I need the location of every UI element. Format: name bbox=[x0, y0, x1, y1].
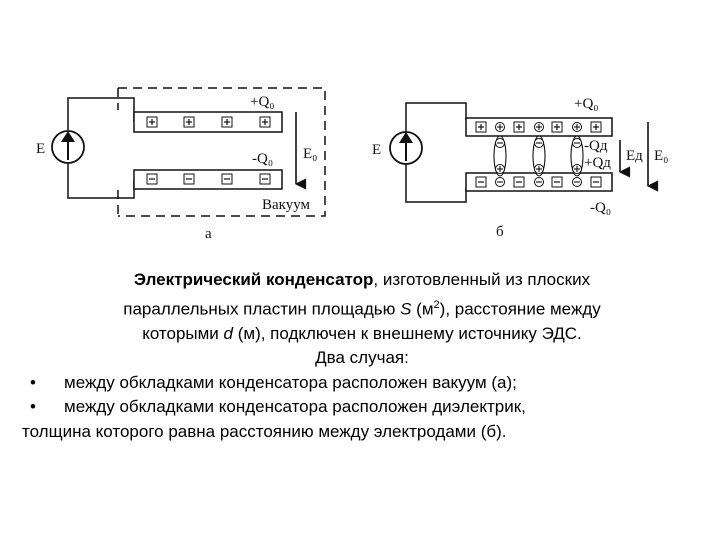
dielectric-bottom-label: +Qд bbox=[584, 155, 611, 171]
plus-charge-b-circled bbox=[573, 123, 582, 132]
field-label-d: Eд bbox=[626, 148, 643, 164]
description-line-1 bbox=[22, 268, 702, 293]
dipoles-b bbox=[494, 136, 583, 176]
bullet-mark-2: • bbox=[30, 397, 36, 417]
plus-charge-b bbox=[591, 122, 601, 132]
minus-charge-a bbox=[260, 174, 270, 184]
plus-charge-b bbox=[476, 122, 486, 132]
bullet-item-2 bbox=[22, 395, 702, 420]
dielectric-top-label: -Qд bbox=[584, 138, 608, 154]
minus-charge-a bbox=[147, 174, 157, 184]
minus-charge-b bbox=[591, 177, 601, 187]
title-term: Электрический конденсатор bbox=[133, 270, 374, 289]
plus-charge-a bbox=[260, 117, 270, 127]
variable-d: d bbox=[223, 323, 233, 343]
medium-label-a: Вакуум bbox=[262, 197, 311, 213]
plus-charge-a bbox=[147, 117, 157, 127]
figure-a bbox=[36, 88, 325, 242]
bottom-charge-label-b: -Q₀ bbox=[590, 200, 612, 216]
field-label-a: E₀ bbox=[303, 146, 318, 162]
minus-charge-b-circled bbox=[573, 178, 582, 187]
description-line-2 bbox=[22, 293, 702, 322]
unit-area: (м bbox=[411, 299, 434, 319]
plus-charge-b bbox=[552, 122, 562, 132]
bullet-mark-1: • bbox=[30, 372, 36, 392]
line2-end: ), расстояние между bbox=[439, 299, 601, 319]
plus-charge-b-circled bbox=[496, 123, 505, 132]
caption-b: б bbox=[496, 224, 504, 240]
description-line-4: Два случая: bbox=[315, 348, 409, 368]
dipole-plus bbox=[496, 165, 505, 174]
top-charge-label-b: +Q₀ bbox=[574, 96, 599, 112]
emf-source-a bbox=[52, 131, 84, 163]
dipole-minus bbox=[496, 139, 505, 148]
line1-rest: , изготовленный из плоских bbox=[373, 270, 591, 289]
variable-s: S bbox=[400, 299, 412, 319]
plus-charge-b bbox=[514, 122, 524, 132]
dipole-plus bbox=[573, 165, 582, 174]
minus-charge-b bbox=[552, 177, 562, 187]
figure-b bbox=[372, 96, 668, 240]
bullet-text-2: между обкладками конденсатора расположен диэлектрик, bbox=[64, 397, 526, 417]
minus-charge-b-circled bbox=[535, 178, 544, 187]
superscript-2: 2 bbox=[433, 298, 440, 311]
emf-source-b bbox=[390, 132, 422, 164]
description-line-last: толщина которого равна расстоянию между электродами (б). bbox=[22, 421, 507, 441]
top-charge-label-a: +Q₀ bbox=[250, 94, 275, 110]
plus-charge-a bbox=[184, 117, 194, 127]
plus-charge-b-circled bbox=[535, 123, 544, 132]
line3-end: (м), подключен к внешнему источнику ЭДС. bbox=[233, 323, 582, 343]
source-label-b: E bbox=[372, 142, 382, 158]
description-text bbox=[22, 268, 702, 444]
field-label-0: E₀ bbox=[654, 148, 669, 164]
plus-charge-a bbox=[222, 117, 232, 127]
line3-start: которыми bbox=[142, 323, 224, 343]
minus-charge-a bbox=[184, 174, 194, 184]
caption-a: а bbox=[205, 226, 212, 242]
minus-charge-b bbox=[514, 177, 524, 187]
dipole-plus bbox=[535, 165, 544, 174]
bullet-text-1: между обкладками конденсатора расположен вакуум (а); bbox=[64, 372, 517, 392]
dipole-minus bbox=[535, 139, 544, 148]
source-label-a: E bbox=[36, 141, 46, 157]
minus-charge-a bbox=[222, 174, 232, 184]
dipole-minus bbox=[573, 139, 582, 148]
line2-start: параллельных пластин площадью bbox=[123, 299, 401, 319]
description-line-3 bbox=[22, 322, 702, 347]
capacitor-diagram bbox=[0, 0, 720, 250]
bullet-item-1 bbox=[22, 371, 702, 396]
minus-charge-b bbox=[476, 177, 486, 187]
minus-charge-b-circled bbox=[496, 178, 505, 187]
bottom-charge-label-a: -Q₀ bbox=[252, 151, 274, 167]
